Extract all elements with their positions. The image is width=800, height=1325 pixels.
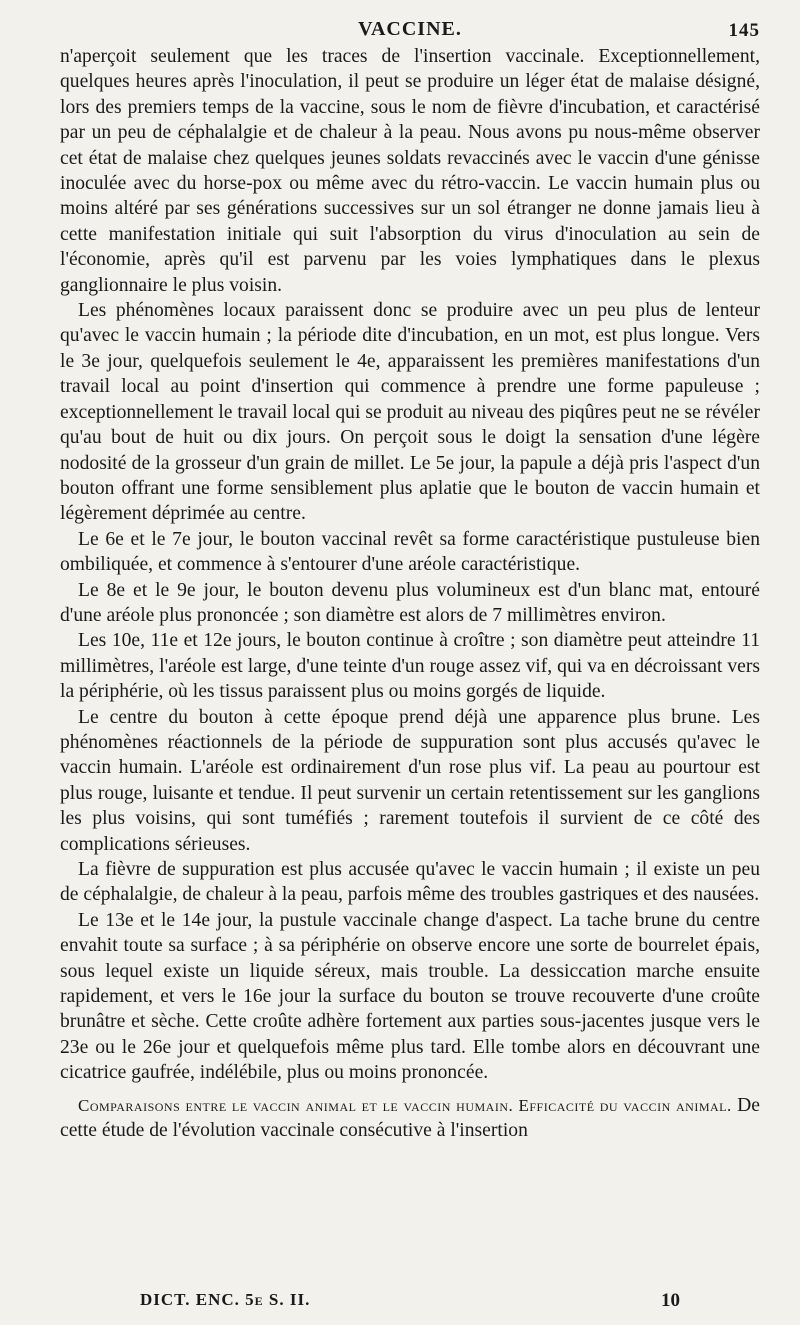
paragraph: Le 6e et le 7e jour, le bouton vaccinal revêt sa forme caractéristique pustuleuse bien ombiliquée, et commence à s'entourer d'une aréole caractéristique.	[60, 528, 760, 576]
running-header	[60, 14, 760, 44]
running-title: VACCINE.	[358, 18, 462, 40]
signature-mark: DICT. ENC. 5e S. II.	[140, 1290, 311, 1309]
paragraph: n'aperçoit seulement que les traces de l'insertion vaccinale. Exceptionnellement, quelques heures après l'inoculation, il peut se produire un léger état de malaise désigné, lors des premiers temps de la vaccine, sous le nom de fièvre d'incubation, et caractérisé par un peu de céphalalgie et de chaleur à la peau. Nous avons pu nous-même observer cet état de malaise chez quelques jeunes soldats revaccinés avec le vaccin d'une génisse inoculée avec du horse-pox ou même avec du rétro-vaccin. Le vaccin humain plus ou moins altéré par ses générations successives sur un sol étranger ne donne jamais lieu à cette manifestation initiale qui suit l'absorption du virus d'inoculation au sein de l'économie, après qu'il est parvenu par les voies lymphatiques dans le plexus ganglionnaire le plus voisin.	[60, 46, 760, 296]
body-text	[60, 44, 760, 1143]
paragraph: Les 10e, 11e et 12e jours, le bouton continue à croître ; son diamètre peut atteindre 11 millimètres, l'aréole est large, d'une teinte d'un rouge assez vif, qui va en décroissant vers la périphérie, où les tissus paraissent plus ou moins gorgés de liquide.	[60, 630, 760, 703]
page-number: 145	[728, 20, 760, 41]
section-text: De cette étude de l'évolution vaccinale consécutive à l'insertion	[60, 1094, 760, 1142]
section-heading: Comparaisons entre le vaccin animal et le vaccin humain. Efficacité du vaccin animal.	[78, 1095, 732, 1115]
section-paragraph	[60, 1093, 760, 1144]
paragraph: Le 13e et le 14e jour, la pustule vaccinale change d'aspect. La tache brune du centre envahit toute sa surface ; à sa périphérie on observe encore une sorte de bourrelet épais, sous lequel existe un liquide séreux, mais trouble. La dessiccation marche ensuite rapidement, et vers le 16e jour la surface du bouton se trouve recouverte d'une croûte brunâtre et sèche. Cette croûte adhère fortement aux parties sous-jacentes jusque vers le 23e ou le 26e jour et quelquefois même plus tard. Elle tombe alors en découvrant une cicatrice gaufrée, indélébile, plus ou moins prononcée.	[60, 909, 760, 1084]
paragraph: Le centre du bouton à cette époque prend déjà une apparence plus brune. Les phénomènes réactionnels de la période de suppuration sont plus accusés qu'avec le vaccin humain. L'aréole est ordinairement d'un rose plus vif. La peau au pourtour est plus rouge, luisante et tendue. Il peut survenir un certain retentissement sur les ganglions les plus voisins, qui sont tuméfiés ; rarement toutefois il survient de ce côté des complications sérieuses.	[60, 706, 760, 855]
sheet-number: 10	[661, 1290, 680, 1311]
paragraph: Le 8e et le 9e jour, le bouton devenu plus volumineux est d'un blanc mat, entouré d'une aréole plus prononcée ; son diamètre est alors de 7 millimètres environ.	[60, 579, 760, 626]
paragraph: Les phénomènes locaux paraissent donc se produire avec un peu plus de lenteur qu'avec le vaccin humain ; la période dite d'incubation, en un mot, est plus longue. Vers le 3e jour, quelquefois seulement le 4e, apparaissent les premières manifestations d'un travail local au point d'insertion qui commence à prendre une forme papuleuse ; exceptionnellement le travail local qui se produit au niveau des piqûres peut ne se révéler qu'au bout de huit ou dix jours. On perçoit sous le doigt la sensation d'une légère nodosité de la grosseur d'un grain de millet. Le 5e jour, la papule a déjà pris l'aspect d'un bouton offrant une forme sensiblement plus aplatie que le bouton de vaccin humain et légèrement déprimée au centre.	[60, 300, 760, 525]
paragraph: La fièvre de suppuration est plus accusée qu'avec le vaccin humain ; il existe un peu de céphalalgie, de chaleur à la peau, parfois même des troubles gastriques et des nausées.	[60, 859, 760, 906]
